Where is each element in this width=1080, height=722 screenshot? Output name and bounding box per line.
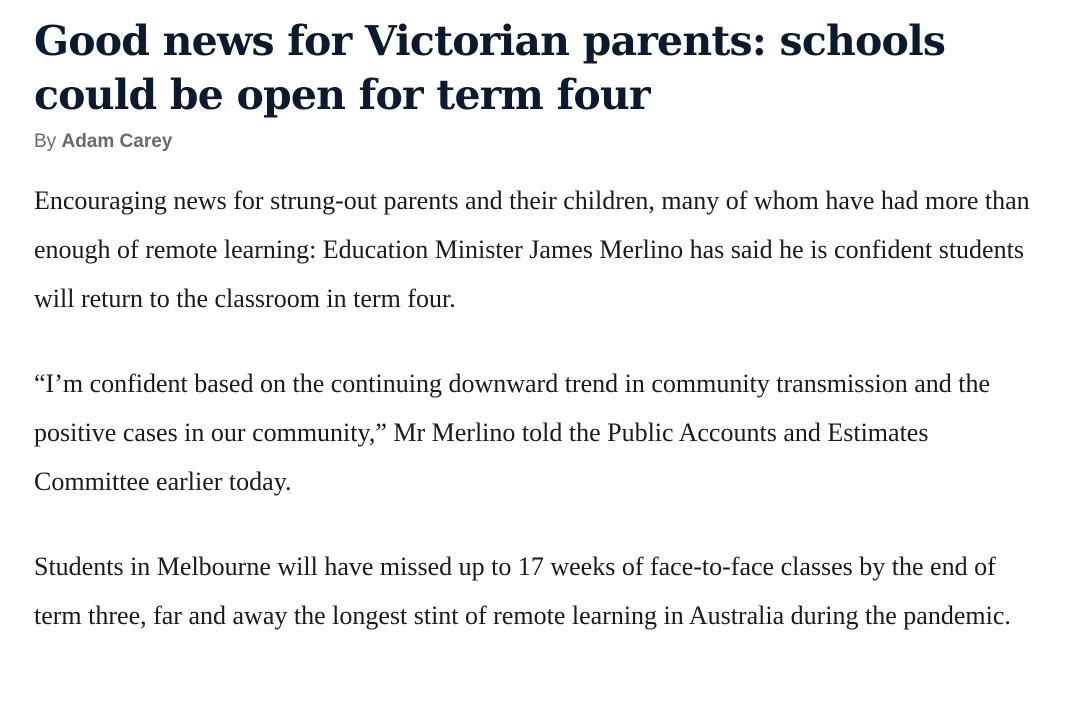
byline bbox=[34, 130, 1054, 154]
byline-prefix: By bbox=[34, 131, 57, 152]
paragraph-3: Students in Melbourne will have missed up to 17 weeks of face-to-face classes by the end of term three, far and away the longest stint of remote learning in Australia during the pandemic. bbox=[34, 552, 1011, 630]
paragraph-1: Encouraging news for strung-out parents and their children, many of whom have had more than enough of remote learning: Education Minister James Merlino has said he is confident students will return to the classroom in term four. bbox=[34, 186, 1030, 313]
article-headline: Good news for Victorian parents: schools could be open for term four bbox=[34, 17, 946, 119]
article-body bbox=[34, 176, 1054, 640]
news-article bbox=[34, 14, 1054, 640]
author-link[interactable]: Adam Carey bbox=[61, 131, 173, 152]
paragraph-2: “I’m confident based on the continuing downward trend in community transmission and the positive cases in our community,” Mr Merlino told the Public Accounts and Estimates Committee earlier today. bbox=[34, 369, 991, 496]
